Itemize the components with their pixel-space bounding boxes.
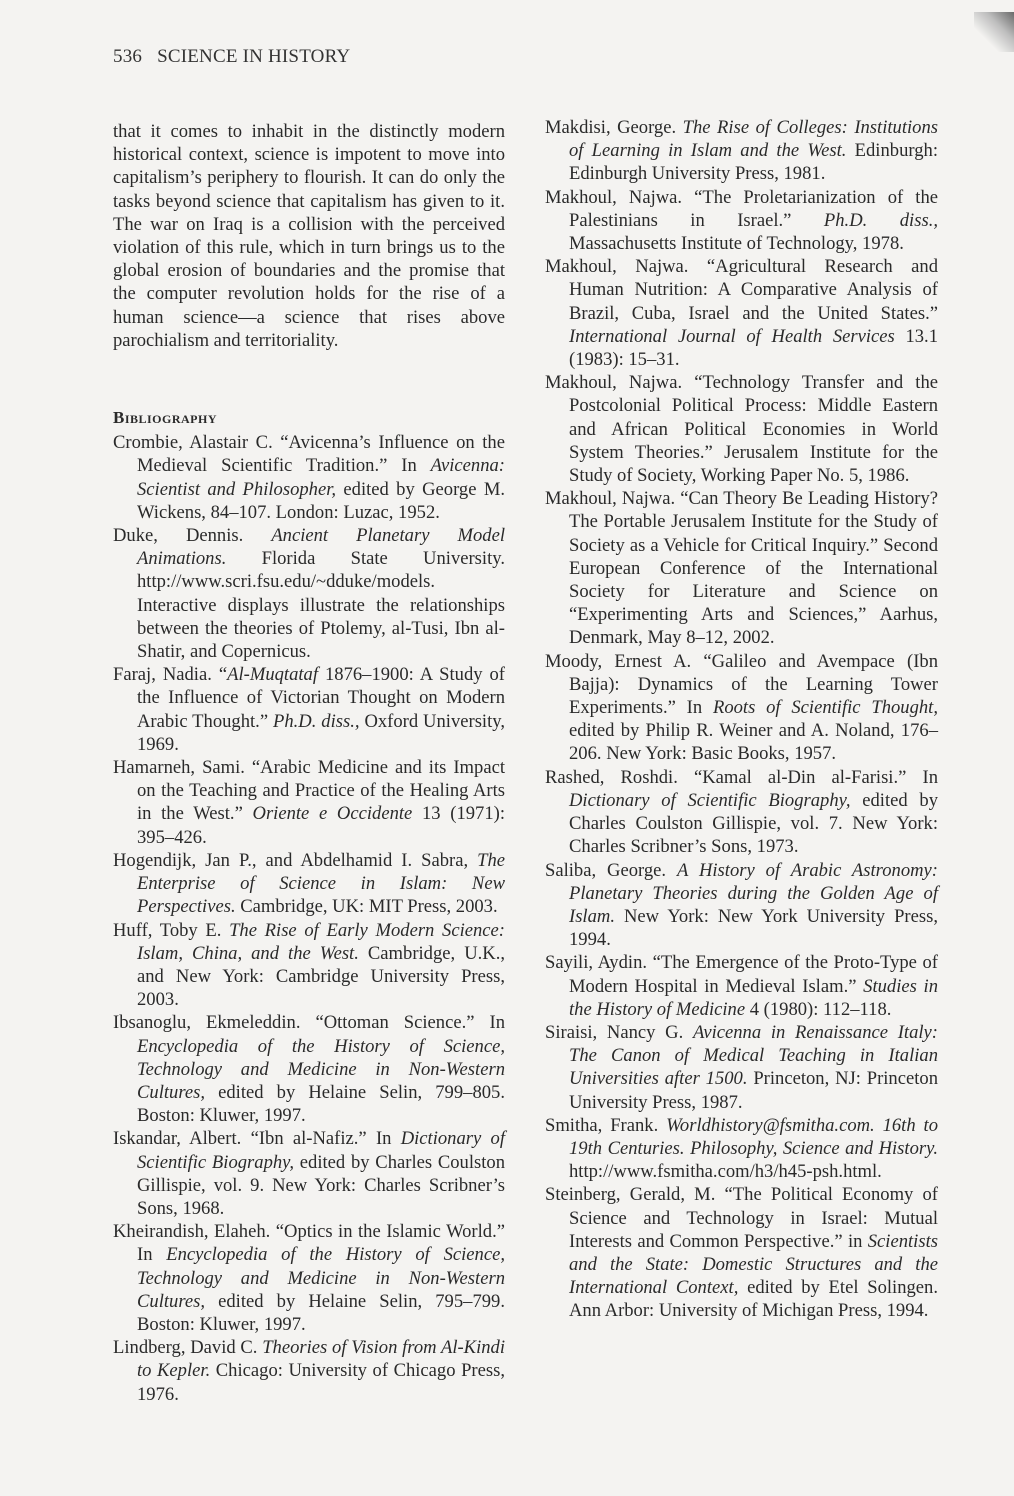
entry-title: Ph.D. diss., xyxy=(823,209,938,231)
entry-text: Smitha, Frank. xyxy=(545,1114,667,1136)
entry-text: Kheirandish, Elaheh. “Optics in the Islamic World.” In xyxy=(113,1221,505,1266)
entry-text: Moody, Ernest A. “Galileo and Avempace (Ibn Bajja): Dynamics of the Learning Tower Experiments.” In xyxy=(545,650,938,719)
entry-title: Encyclopedia of the History of Science, Technology and Medicine in Non-Western Cultures, xyxy=(137,1244,505,1312)
entry-text: Massachusetts Institute of Technology, 1978. xyxy=(569,233,904,255)
entry-title: Dictionary of Scientific Biography, xyxy=(137,1128,505,1173)
entry-text: edited by Helaine Selin, 795–799. Boston: Kluwer, 1997. xyxy=(137,1290,505,1335)
entry-text: Makdisi, George. xyxy=(545,117,683,138)
bibliography-entry xyxy=(545,1183,938,1322)
bibliography-entry xyxy=(545,766,938,859)
right-column xyxy=(545,116,938,1323)
entry-title: Roots of Scientific Thought, xyxy=(712,697,938,719)
entry-title: Scientists and the State: Domestic Structures and the International Context, xyxy=(569,1230,938,1299)
entry-text: Saliba, George. xyxy=(545,859,678,881)
entry-text: New York: New York University Press, 1994. xyxy=(569,905,938,951)
entry-text: edited by George M. Wickens, 84–107. London: Luzac, 1952. xyxy=(137,478,505,523)
entry-title: Studies in the History of Medicine xyxy=(569,975,938,1020)
entry-title: The Enterprise of Science in Islam: New Perspectives. xyxy=(137,849,505,918)
bibliography-entry xyxy=(545,859,938,952)
body-paragraph: that it comes to inhabit in the distinctly modern historical context, science is impotent to move into capitalism’s periphery to flourish. It can do only the tasks beyond science that capitalism has given to it. The war on Iraq is a collision with the perceived violation of this rule, which in turn brings us to the global erosion of boundaries and the promise that the computer revolution holds for the rise of a human science—a science that rises above parochialism and territoriality. xyxy=(113,121,505,351)
entry-title: Theories of Vision from Al-Kindi to Kepler. xyxy=(137,1337,506,1382)
running-title: SCIENCE IN HISTORY xyxy=(157,46,351,67)
bibliography-entry xyxy=(113,663,505,756)
entry-title: A History of Arabic Astronomy: Planetary Theories during the Golden Age of Islam. xyxy=(569,859,938,927)
bibliography-entry xyxy=(113,1220,505,1336)
entry-text: Hogendijk, Jan P., and Abdelhamid I. Sabra, xyxy=(113,849,478,871)
entry-text: Chicago: University of Chicago Press, 1976. xyxy=(137,1360,505,1405)
entry-text: Makhoul, Najwa. “Agricultural Research and Human Nutrition: A Comparative Analysis of Brazil, Cuba, Israel and the United States.” xyxy=(545,256,938,324)
entry-text: Crombie, Alastair C. “Avicenna’s Influence on the Medieval Scientific Tradition.” In xyxy=(113,432,505,477)
entry-text: Hamarneh, Sami. “Arabic Medicine and its Impact on the Teaching and Practice of the Healing Arts in the West.” xyxy=(113,757,505,825)
entry-text: Huff, Toby E. xyxy=(113,919,230,941)
bibliography-entry xyxy=(545,371,938,487)
bibliography-entry xyxy=(545,650,938,766)
entry-text: 13.1 (1983): 15–31. xyxy=(569,325,938,371)
entry-title: The Rise of Early Modern Science: Islam, China, and the West. xyxy=(137,919,505,964)
bibliography-entry xyxy=(113,524,505,663)
entry-text: Iskandar, Albert. “Ibn al-Nafiz.” In xyxy=(113,1128,401,1150)
bibliography-entry xyxy=(113,431,505,524)
entry-title: Avicenna: Scientist and Philosopher, xyxy=(137,455,505,500)
bibliography-list-right xyxy=(545,116,938,1323)
bibliography-entry xyxy=(113,849,505,919)
left-column xyxy=(113,120,505,1406)
entry-title: Oriente e Occidente xyxy=(252,803,413,825)
entry-title: The Rise of Colleges: Institutions of Learning in Islam and the West. xyxy=(569,117,938,162)
entry-text: Lindberg, David C. xyxy=(113,1337,263,1359)
bibliography-entry xyxy=(113,1336,505,1406)
entry-title: Al-Muqtataf xyxy=(227,664,318,686)
entry-text: edited by Helaine Selin, 799–805. Boston: Kluwer, 1997. xyxy=(137,1081,505,1127)
bibliography-entry xyxy=(545,487,938,649)
entry-text: 1876–1900: A Study of the Influence of Victorian Thought on Modern Arabic Thought.” xyxy=(137,664,505,732)
entry-title: International Journal of Health Services xyxy=(569,325,895,347)
entry-title: Dictionary of Scientific Biography, xyxy=(569,789,851,811)
entry-text: edited by Etel Solingen. Ann Arbor: University of Michigan Press, 1994. xyxy=(569,1277,938,1322)
entry-text: 13 (1971): 395–426. xyxy=(137,803,505,848)
entry-text: Cambridge, UK: MIT Press, 2003. xyxy=(235,896,498,918)
page-number: 536 xyxy=(113,46,143,67)
entry-text: Oxford University, 1969. xyxy=(137,710,505,755)
entry-text: Steinberg, Gerald, M. “The Political Economy of Science and Technology in Israel: Mutual Interests and Common Perspective.” in xyxy=(545,1184,938,1252)
entry-title: Worldhistory@fsmitha.com. 16th to 19th Centuries. Philosophy, Science and History. xyxy=(569,1114,938,1159)
entry-title: Avicenna in Renaissance Italy: The Canon of Medical Teaching in Italian Universities after 1500. xyxy=(569,1021,939,1090)
entry-text: Faraj, Nadia. “ xyxy=(113,664,228,686)
entry-text: Makhoul, Najwa. “The Proletarianization of the Palestinians in Israel.” xyxy=(545,186,938,231)
entry-text: Edinburgh: Edinburgh University Press, 1981. xyxy=(569,140,938,185)
entry-text: Princeton, NJ: Princeton University Press, 1987. xyxy=(569,1068,938,1113)
entry-text: Siraisi, Nancy G. xyxy=(545,1021,693,1043)
bibliography-entry xyxy=(545,255,938,371)
bibliography-entry xyxy=(545,951,938,1021)
entry-title: Ancient Planetary Model Animations. xyxy=(137,525,505,570)
bibliography-entry xyxy=(545,1114,938,1184)
entry-text: edited by Charles Coulston Gillispie, vol. 7. New York: Charles Scribner’s Sons, 1973. xyxy=(569,789,938,858)
bibliography-entry xyxy=(113,756,505,849)
entry-text: Florida State University. http://www.scri.fsu.edu/~dduke/models. Interactive displays illustrate the relationships between the theories of Ptolemy, al-Tusi, Ibn al-Shatir, and Copernicus. xyxy=(137,548,505,663)
bibliography-heading: Bibliography xyxy=(113,408,218,428)
bibliography-entry xyxy=(113,1127,505,1220)
entry-text: Duke, Dennis. xyxy=(113,525,272,547)
page-corner-shadow xyxy=(974,12,1014,52)
entry-text: edited by Charles Coulston Gillispie, vol. 9. New York: Charles Scribner’s Sons, 1968. xyxy=(137,1151,505,1219)
entry-text: Makhoul, Najwa. “Technology Transfer and the Postcolonial Political Process: Middle Eastern and African Political Economies in World System Theories.” Jerusalem Institute for the Study of Society, Working Paper No. 5, 1986. xyxy=(545,372,938,487)
bibliography-entry xyxy=(545,1021,938,1114)
entry-text: http://www.fsmitha.com/h3/h45-psh.html. xyxy=(569,1161,882,1183)
running-head xyxy=(113,46,350,68)
entry-text: edited by Philip R. Weiner and A. Noland, 176–206. New York: Basic Books, 1957. xyxy=(569,720,938,765)
entry-text: Makhoul, Najwa. “Can Theory Be Leading History? The Portable Jerusalem Institute for the Study of Society as a Vehicle for Critical Inquiry.” Second European Conference of the International Society for Literature and Science on “Experimenting Arts and Sciences,” Aarhus, Denmark, May 8–12, 2002. xyxy=(545,488,938,649)
entry-text: Sayili, Aydin. “The Emergence of the Proto-Type of Modern Hospital in Medieval Islam.” xyxy=(545,952,938,997)
entry-text: Ibsanoglu, Ekmeleddin. “Ottoman Science.” In xyxy=(113,1012,505,1034)
bibliography-entry xyxy=(545,186,938,256)
entry-text: 4 (1980): 112–118. xyxy=(745,998,892,1020)
bibliography-list-left xyxy=(113,431,505,1406)
bibliography-entry xyxy=(545,116,938,186)
bibliography-entry xyxy=(113,919,505,1012)
entry-title: Encyclopedia of the History of Science, Technology and Medicine in Non-Western Cultures, xyxy=(137,1035,505,1103)
entry-text: Rashed, Roshdi. “Kamal al-Din al-Farisi.” In xyxy=(545,766,938,788)
bibliography-entry xyxy=(113,1011,505,1127)
entry-title: Ph.D. diss., xyxy=(273,710,360,732)
entry-text: Cambridge, U.K., and New York: Cambridge University Press, 2003. xyxy=(137,942,505,1011)
